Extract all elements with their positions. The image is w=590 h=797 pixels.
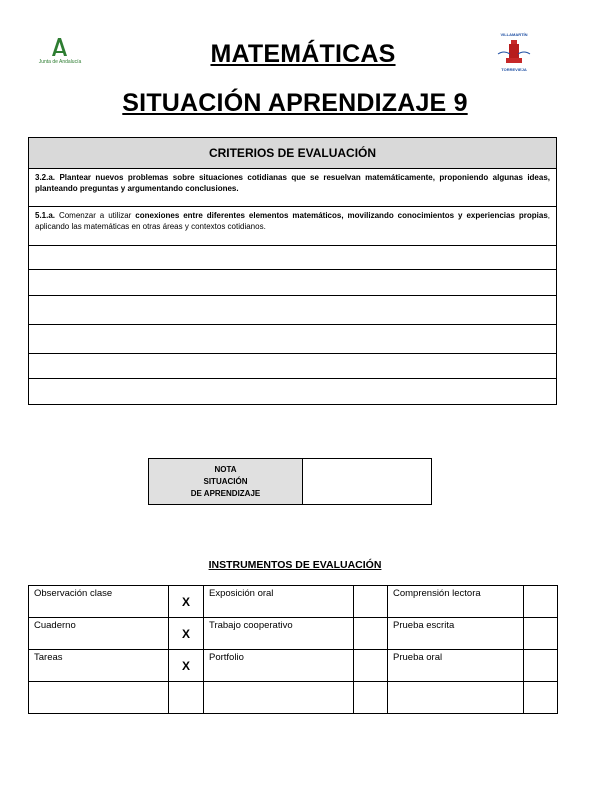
instrument-check[interactable]: X	[169, 586, 204, 618]
instrument-row	[29, 650, 558, 682]
criterion-row	[29, 169, 557, 207]
instrument-label[interactable]	[204, 682, 354, 714]
instrument-label: Cuaderno	[29, 618, 169, 650]
criterion-text: 3.2.a. Plantear nuevos problemas sobre situaciones cotidianas que se resuelvan matemáticamente, proponiendo algunas ideas, planteando preguntas y argumentando conclusiones.	[35, 173, 550, 193]
criteria-empty-row[interactable]	[29, 379, 557, 405]
instrument-label: Exposición oral	[204, 586, 354, 618]
instrument-check[interactable]	[354, 586, 388, 618]
grade-value-field[interactable]	[303, 459, 432, 505]
crest-bottom-text: TORREVIEJA	[501, 67, 527, 72]
crest-middle-text: C.E.I.P.	[507, 57, 521, 62]
instrument-row	[29, 618, 558, 650]
criterion-text: Comenzar a utilizar	[55, 211, 136, 220]
page-subtitle: SITUACIÓN APRENDIZAJE 9	[122, 89, 468, 117]
logo-caption: Junta de Andalucía	[38, 59, 82, 65]
instrument-label: Comprensión lectora	[388, 586, 524, 618]
instrument-label: Tareas	[29, 650, 169, 682]
instrument-label: Portfolio	[204, 650, 354, 682]
criteria-heading: CRITERIOS DE EVALUACIÓN	[29, 138, 557, 169]
instrument-label: Prueba oral	[388, 650, 524, 682]
criteria-empty-row[interactable]	[29, 325, 557, 354]
criterion-text-bold: conexiones entre diferentes elementos matemáticos, movilizando conocimientos y experiencias propias	[135, 211, 548, 220]
criteria-table	[28, 137, 557, 405]
grade-label-line: DE APRENDIZAJE	[190, 488, 261, 498]
instruments-heading: INSTRUMENTOS DE EVALUACIÓN	[208, 559, 382, 571]
criterion-row	[29, 207, 557, 246]
grade-box	[148, 458, 432, 505]
instrument-check[interactable]	[524, 586, 558, 618]
instrument-check[interactable]	[524, 682, 558, 714]
grade-label-line: SITUACIÓN	[203, 476, 248, 486]
instrument-check[interactable]	[169, 682, 204, 714]
crest-top-text: VILLAMARTÍN	[500, 32, 528, 37]
instrument-label: Trabajo cooperativo	[204, 618, 354, 650]
criterion-text: , aplicando las matemáticas en otras áreas y contextos cotidianos.	[35, 211, 550, 231]
instrument-label: Prueba escrita	[388, 618, 524, 650]
instrument-check[interactable]	[524, 650, 558, 682]
instrument-check[interactable]: X	[169, 618, 204, 650]
instrument-check[interactable]	[354, 682, 388, 714]
grade-label-line: NOTA	[214, 464, 237, 474]
instrument-check[interactable]	[524, 618, 558, 650]
criteria-empty-row[interactable]	[29, 354, 557, 379]
criteria-empty-row[interactable]	[29, 296, 557, 325]
page-title: MATEMÁTICAS	[210, 40, 396, 68]
grade-label	[149, 459, 303, 505]
instrument-check[interactable]	[354, 650, 388, 682]
instruments-table	[28, 585, 558, 714]
instrument-row	[29, 682, 558, 714]
instrument-label[interactable]	[29, 682, 169, 714]
instrument-check[interactable]: X	[169, 650, 204, 682]
instrument-label[interactable]	[388, 682, 524, 714]
criteria-empty-row[interactable]	[29, 270, 557, 296]
instrument-label: Observación clase	[29, 586, 169, 618]
criteria-empty-row[interactable]	[29, 246, 557, 270]
instrument-row	[29, 586, 558, 618]
instrument-check[interactable]	[354, 618, 388, 650]
criterion-code: 5.1.a.	[35, 211, 56, 220]
